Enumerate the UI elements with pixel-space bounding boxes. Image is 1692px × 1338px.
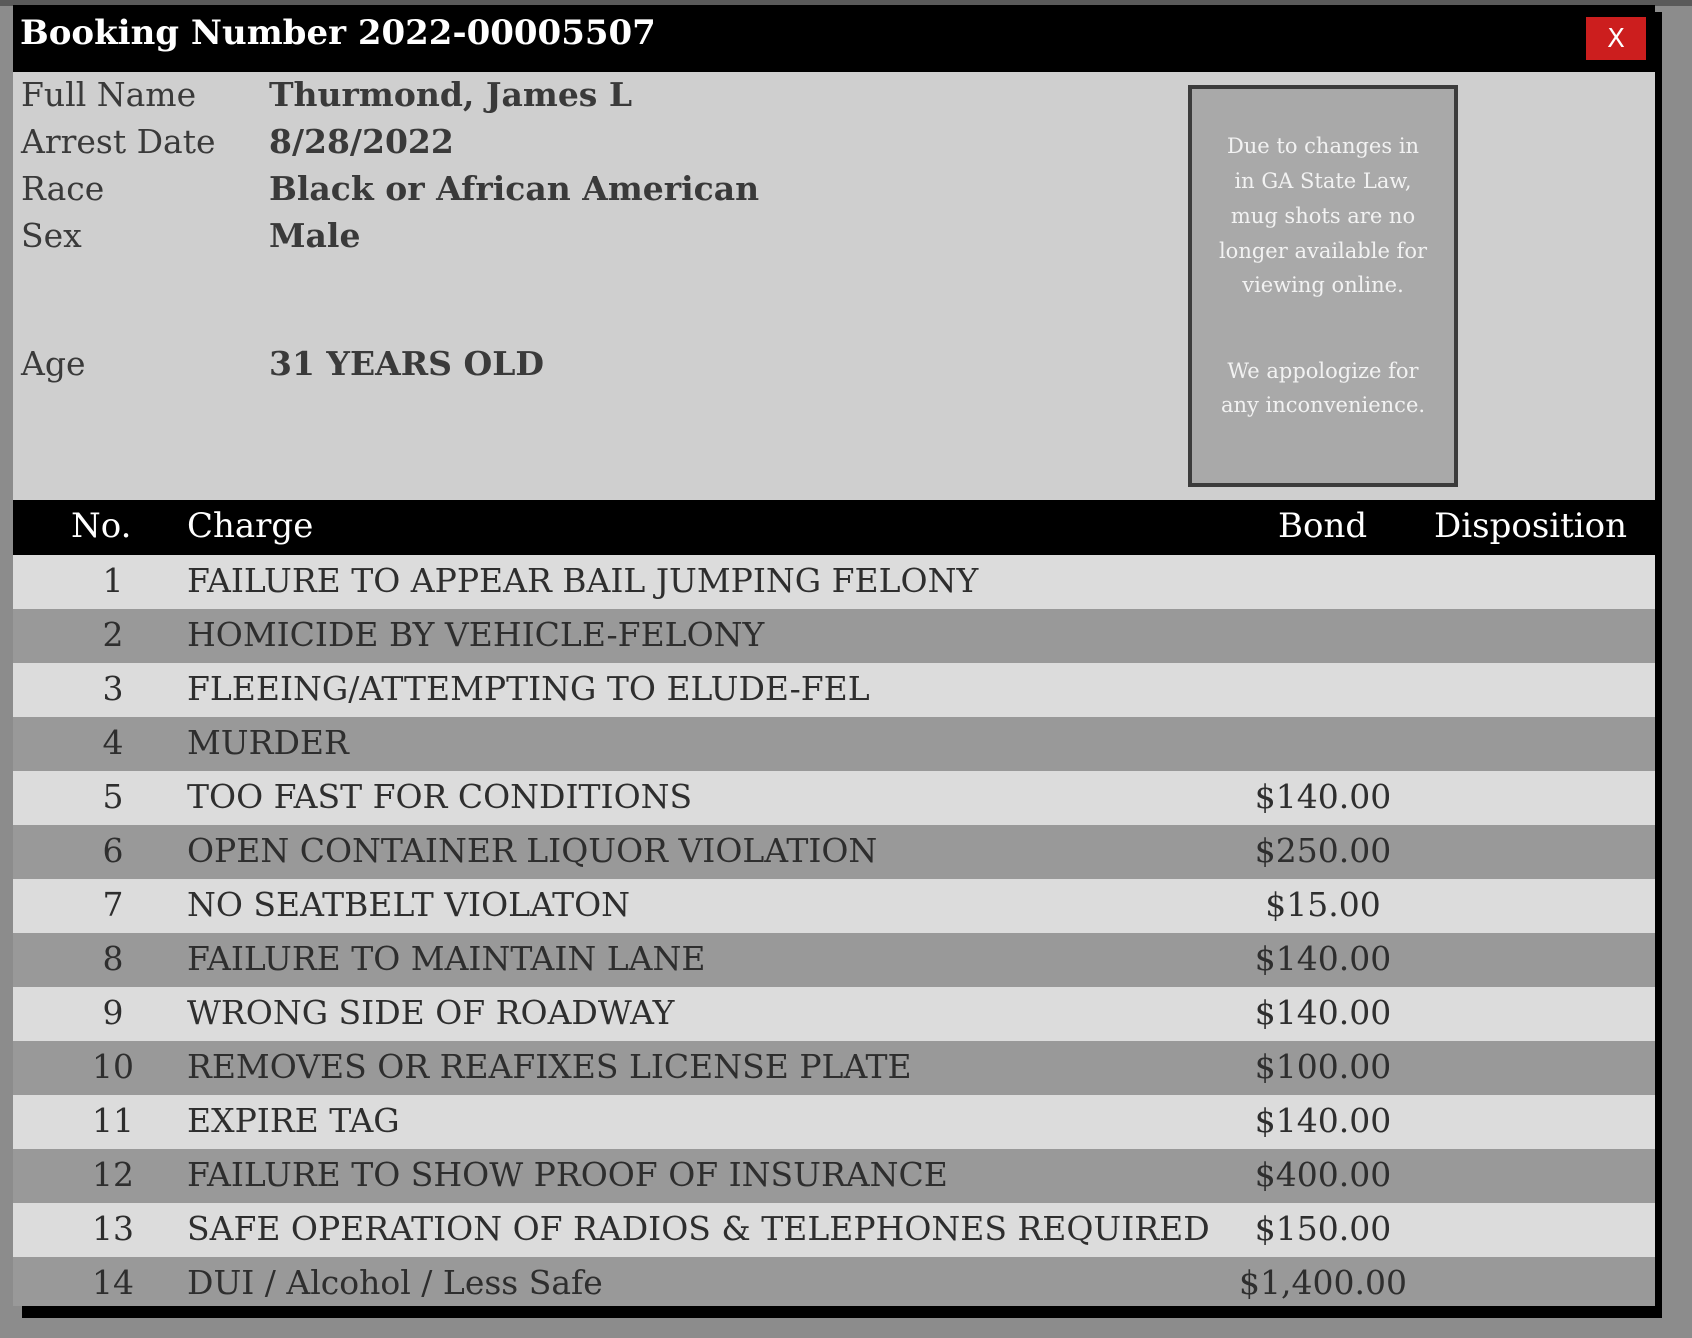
table-row [13,1095,1655,1149]
race-label: Race [21,169,105,208]
mugshot-placeholder [1188,85,1458,487]
charge-description: FAILURE TO APPEAR BAIL JUMPING FELONY [187,561,979,600]
table-row [13,1149,1655,1203]
age-label: Age [21,344,86,383]
charge-bond: $1,400.00 [1239,1263,1407,1302]
charge-description: OPEN CONTAINER LIQUOR VIOLATION [187,831,878,870]
charge-number: 13 [92,1209,134,1248]
mugshot-notice-line: longer available for [1218,239,1428,263]
charge-number: 9 [102,993,124,1032]
mugshot-notice-line: mug shots are no [1230,204,1416,228]
charge-bond: $100.00 [1254,1047,1392,1086]
charge-number: 12 [92,1155,134,1194]
charge-number: 11 [92,1101,134,1140]
charge-number: 3 [102,669,124,708]
charge-bond: $15.00 [1265,885,1381,924]
charge-number: 7 [102,885,124,924]
charge-description: FLEEING/ATTEMPTING TO ELUDE-FEL [187,669,870,708]
charge-number: 6 [102,831,124,870]
table-row [13,1041,1655,1095]
table-row [13,1203,1655,1257]
arrest-date-label: Arrest Date [21,122,216,161]
full-name-label: Full Name [21,75,197,114]
charge-number: 10 [92,1047,134,1086]
charge-bond: $140.00 [1254,939,1392,978]
charge-description: FAILURE TO SHOW PROOF OF INSURANCE [187,1155,948,1194]
charge-bond: $150.00 [1254,1209,1392,1248]
charge-description: MURDER [187,723,349,762]
close-button[interactable]: X [1586,17,1646,60]
charge-number: 8 [102,939,124,978]
full-name-value: Thurmond, James L [269,75,633,114]
charge-description: WRONG SIDE OF ROADWAY [187,993,675,1032]
charge-bond: $140.00 [1254,1101,1392,1140]
sex-label: Sex [21,216,82,255]
booking-modal [13,5,1655,1306]
table-row [13,933,1655,987]
charge-description: HOMICIDE BY VEHICLE-FELONY [187,615,765,654]
table-row [13,663,1655,717]
charge-number: 5 [102,777,124,816]
charge-description: REMOVES OR REAFIXES LICENSE PLATE [187,1047,912,1086]
column-header-no: No. [71,506,132,546]
charges-table-body [13,555,1655,1306]
sex-value: Male [269,216,361,255]
charge-number: 1 [102,561,124,600]
table-row [13,987,1655,1041]
charge-number: 14 [92,1263,134,1302]
mugshot-notice-line: in GA State Law, [1234,169,1412,193]
modal-titlebar [13,5,1655,72]
mugshot-notice-line: Due to changes in [1226,134,1420,158]
charges-table-header [13,500,1655,555]
column-header-disposition: Disposition [1434,506,1628,546]
charge-description: FAILURE TO MAINTAIN LANE [187,939,706,978]
table-row [13,609,1655,663]
charge-description: SAFE OPERATION OF RADIOS & TELEPHONES REQUIRED [187,1209,1210,1248]
modal-title: Booking Number 2022-00005507 [20,13,656,53]
table-row [13,555,1655,609]
charge-description: EXPIRE TAG [187,1101,400,1140]
charge-description: NO SEATBELT VIOLATON [187,885,631,924]
table-row [13,879,1655,933]
charge-bond: $140.00 [1254,993,1392,1032]
table-row [13,717,1655,771]
charge-description: DUI / Alcohol / Less Safe [187,1263,603,1302]
charge-bond: $140.00 [1254,777,1392,816]
charge-number: 2 [102,615,124,654]
charge-number: 4 [102,723,124,762]
column-header-bond: Bond [1278,506,1368,546]
table-row [13,771,1655,825]
inmate-details [13,72,1655,500]
mugshot-notice-line: viewing online. [1242,273,1404,297]
column-header-charge: Charge [187,506,314,546]
table-row [13,1257,1655,1306]
charge-bond: $400.00 [1254,1155,1392,1194]
charge-bond: $250.00 [1254,831,1392,870]
race-value: Black or African American [269,169,760,208]
mugshot-notice-line: any inconvenience. [1220,393,1426,417]
table-row [13,825,1655,879]
arrest-date-value: 8/28/2022 [269,122,454,161]
charge-description: TOO FAST FOR CONDITIONS [187,777,693,816]
age-value: 31 YEARS OLD [269,344,545,383]
mugshot-notice-line: We appologize for [1227,359,1419,383]
